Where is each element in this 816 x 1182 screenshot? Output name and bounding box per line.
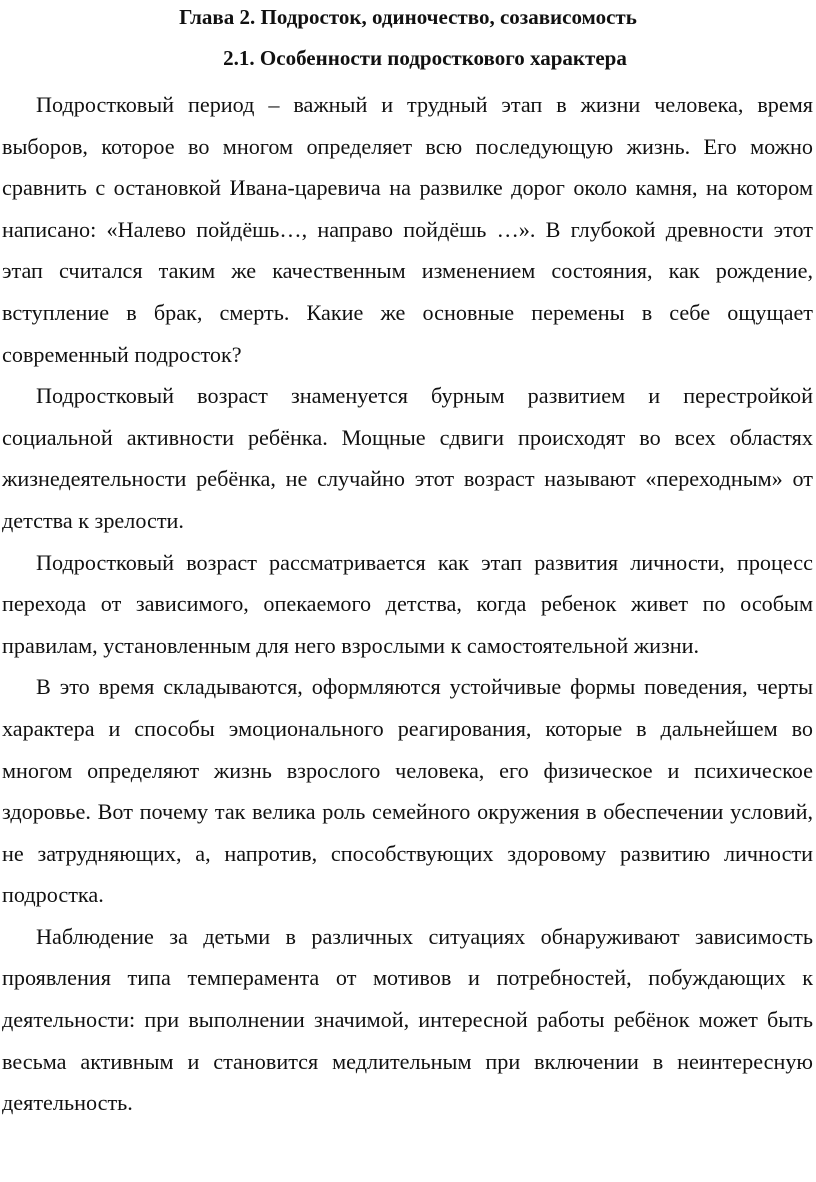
paragraph: Подростковый возраст рассматривается как этап развития личности, процесс перехода от зависимого, опекаемого детства, когда ребенок живет по особым правилам, установленным для него взрослыми к самостоятельной жизни. [2,549,813,658]
paragraph: В это время складываются, оформляются устойчивые формы поведения, черты характера и способы эмоционального реагирования, которые в дальнейшем во многом определяют жизнь взрослого человека, его физическое и психическое здоровье. Вот почему так велика роль семейного окружения в обеспечении условий, не затрудняющих, а, напротив, способствующих здоровому развитию личности подростка. [2,674,813,908]
paragraph: Наблюдение за детьми в различных ситуациях обнаруживают зависимость проявления типа темперамента от мотивов и потребностей, побуждающих к деятельности: при выполнении значимой, интересной работы ребёнок может быть весьма активным и становится медлительным при включении в неинтересную деятельность. [2,923,813,1116]
body-text [2,84,813,1124]
chapter-title: Глава 2. Подросток, одиночество, созависомость [179,5,637,29]
paragraph: Подростковый возраст знаменуется бурным развитием и перестройкой социальной активности ребёнка. Мощные сдвиги происходят во всех областях жизнедеятельности ребёнка, не случайно этот возраст называют «переходным» от детства к зрелости. [2,383,813,533]
paragraph: Подростковый период – важный и трудный этап в жизни человека, время выборов, которое во многом определяет всю последующую жизнь. Его можно сравнить с остановкой Ивана-царевича на развилке дорог около камня, на котором написано: «Налево пойдёшь…, направо пойдёшь …». В глубокой древности этот этап считался таким же качественным изменением состояния, как рождение, вступление в брак, смерть. Какие же основные перемены в себе ощущает современный подросток? [2,92,813,367]
section-title: 2.1. Особенности подросткового характера [223,46,627,70]
